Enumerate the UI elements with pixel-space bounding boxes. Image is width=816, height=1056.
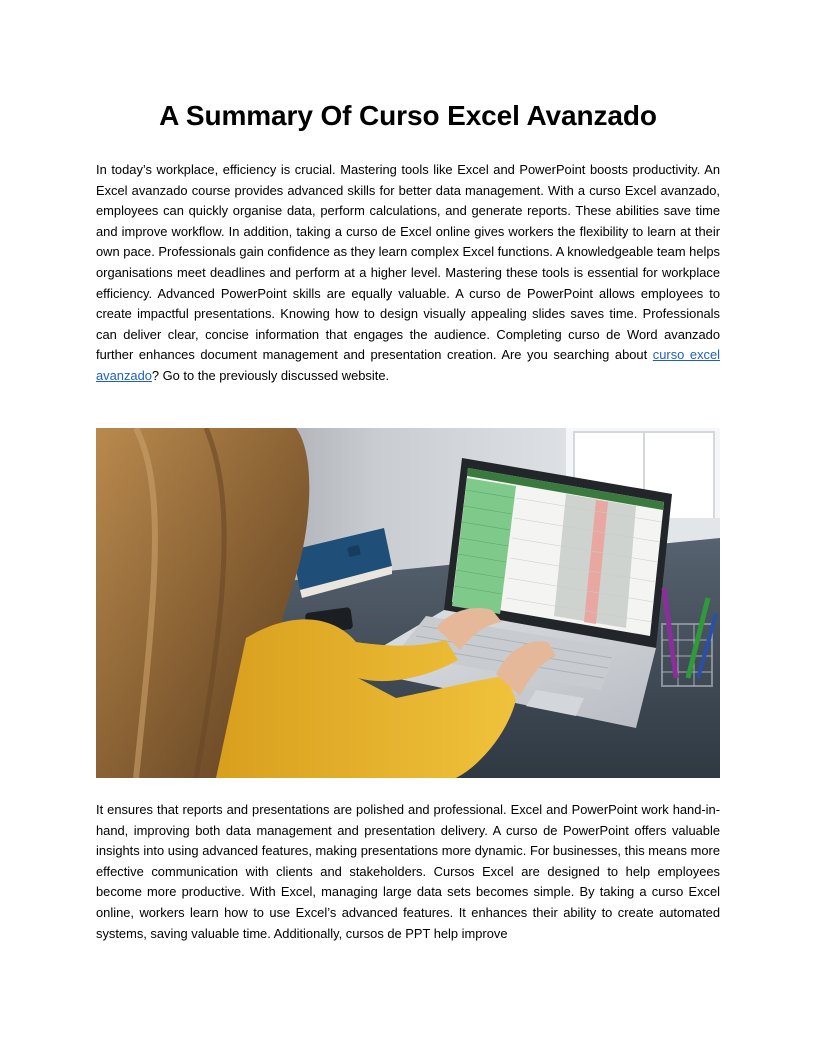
intro-text: In today’s workplace, efficiency is crucial. Mastering tools like Excel and PowerPoint boosts productivity. An Excel avanzado course provides advanced skills for better data management. With a curso Excel avanzado, employees can quickly organise data, perform calculations, and generate reports. These abilities save time and improve workflow. In addition, taking a curso de Excel online gives workers the flexibility to learn at their own pace. Professionals gain confidence as they learn complex Excel functions. A knowledgeable team helps organisations meet deadlines and perform at a higher level. Mastering these tools is essential for workplace efficiency. Advanced PowerPoint skills are equally valuable. A curso de PowerPoint allows employees to create impactful presentations. Knowing how to design visually appealing slides saves time. Professionals can deliver clear, concise information that engages the audience. Completing curso de Word avanzado further enhances document management and presentation creation. Are you searching about [96,162,720,363]
curso-excel-avanzado-link[interactable]: curso excel avanzado [96,347,720,383]
intro-text-end: ? Go to the previously discussed website. [151,367,390,383]
intro-paragraph [96,160,720,387]
body-paragraph: It ensures that reports and presentations are polished and professional. Excel and PowerPoint work hand-in-hand, improving both data management and presentation delivery. A curso de PowerPoint offers valuable insights into using advanced features, making presentations more dynamic. For businesses, this means more effective communication with clients and stakeholders. Cursos Excel are designed to help employees become more productive. With Excel, managing large data sets becomes simple. By taking a curso Excel online, workers learn how to use Excel’s advanced features. It enhances their ability to create automated systems, saving valuable time. Additionally, cursos de PPT help improve [96,802,720,941]
woman-using-laptop-photo [96,428,720,778]
page-title: A Summary Of Curso Excel Avanzado [159,100,657,131]
